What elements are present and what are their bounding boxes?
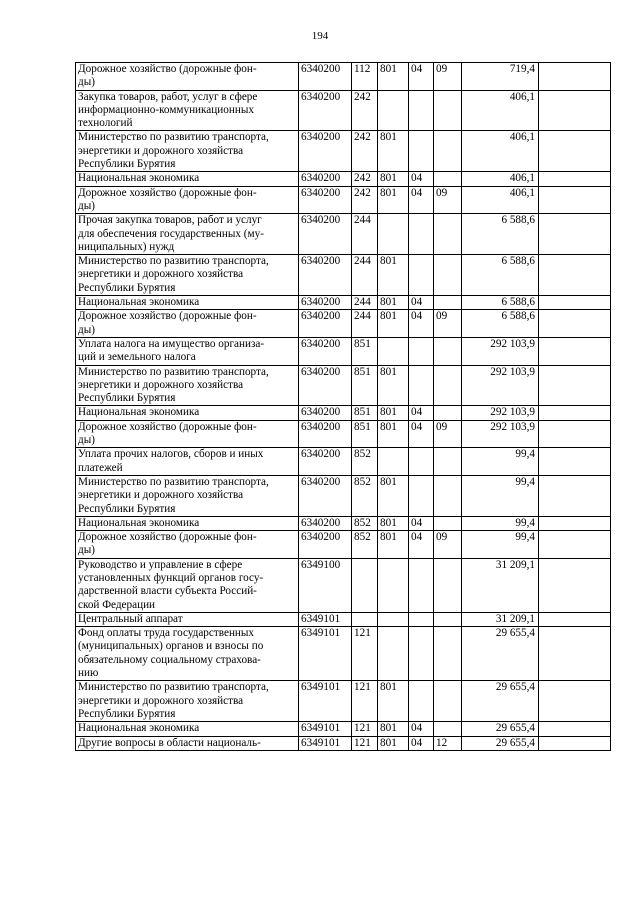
row-empty-cell xyxy=(539,516,611,530)
row-empty-cell xyxy=(539,310,611,338)
row-subsection xyxy=(434,448,462,476)
row-expense-type: 244 xyxy=(352,255,378,296)
row-section xyxy=(409,448,434,476)
row-subsection xyxy=(434,214,462,255)
row-amount: 99,4 xyxy=(462,475,539,516)
row-expense-type: 244 xyxy=(352,310,378,338)
row-name: Министерство по развитию транспорта, энергетики и дорожного хозяйства Республики Бурятия xyxy=(76,365,299,406)
row-empty-cell xyxy=(539,296,611,310)
row-expense-type: 852 xyxy=(352,531,378,559)
row-name: Уплата прочих налогов, сборов и иных платежей xyxy=(76,448,299,476)
table-row xyxy=(76,627,611,681)
table-row xyxy=(76,448,611,476)
row-empty-cell xyxy=(539,406,611,420)
row-amount: 6 588,6 xyxy=(462,214,539,255)
row-name: Национальная экономика xyxy=(76,722,299,736)
row-subsection: 09 xyxy=(434,310,462,338)
row-subsection xyxy=(434,172,462,186)
row-ministry-code xyxy=(378,612,409,626)
row-expense-type: 242 xyxy=(352,90,378,131)
row-amount: 292 103,9 xyxy=(462,337,539,365)
table-row xyxy=(76,214,611,255)
row-section xyxy=(409,558,434,612)
row-expense-type: 852 xyxy=(352,448,378,476)
row-ministry-code xyxy=(378,627,409,681)
row-subsection xyxy=(434,406,462,420)
row-target-code: 6340200 xyxy=(299,406,352,420)
row-empty-cell xyxy=(539,420,611,448)
table-row xyxy=(76,681,611,722)
row-subsection: 09 xyxy=(434,186,462,214)
row-name: Дорожное хозяйство (дорожные фон- ды) xyxy=(76,63,299,91)
row-expense-type: 121 xyxy=(352,722,378,736)
row-section xyxy=(409,255,434,296)
row-empty-cell xyxy=(539,627,611,681)
table-row xyxy=(76,531,611,559)
row-expense-type: 242 xyxy=(352,131,378,172)
table-row xyxy=(76,420,611,448)
row-empty-cell xyxy=(539,186,611,214)
row-name: Дорожное хозяйство (дорожные фон- ды) xyxy=(76,420,299,448)
row-name: Фонд оплаты труда государственных (муниципальных) органов и взносы по обязательному социальному страхова- нию xyxy=(76,627,299,681)
row-ministry-code: 801 xyxy=(378,531,409,559)
row-target-code: 6340200 xyxy=(299,131,352,172)
row-subsection xyxy=(434,255,462,296)
row-name: Национальная экономика xyxy=(76,172,299,186)
row-empty-cell xyxy=(539,681,611,722)
table-row xyxy=(76,255,611,296)
row-amount: 99,4 xyxy=(462,516,539,530)
row-amount: 31 209,1 xyxy=(462,612,539,626)
row-subsection xyxy=(434,627,462,681)
table-row xyxy=(76,63,611,91)
row-ministry-code: 801 xyxy=(378,736,409,750)
row-name: Национальная экономика xyxy=(76,406,299,420)
row-name: Министерство по развитию транспорта, энергетики и дорожного хозяйства Республики Бурятия xyxy=(76,681,299,722)
table-row xyxy=(76,558,611,612)
row-subsection xyxy=(434,337,462,365)
row-target-code: 6349100 xyxy=(299,558,352,612)
row-subsection xyxy=(434,558,462,612)
row-ministry-code: 801 xyxy=(378,296,409,310)
row-target-code: 6340200 xyxy=(299,310,352,338)
row-ministry-code: 801 xyxy=(378,516,409,530)
row-expense-type: 121 xyxy=(352,627,378,681)
row-target-code: 6349101 xyxy=(299,722,352,736)
row-empty-cell xyxy=(539,172,611,186)
row-section: 04 xyxy=(409,63,434,91)
row-ministry-code: 801 xyxy=(378,172,409,186)
table-row xyxy=(76,90,611,131)
row-amount: 406,1 xyxy=(462,131,539,172)
table-row xyxy=(76,131,611,172)
row-section xyxy=(409,214,434,255)
row-target-code: 6340200 xyxy=(299,516,352,530)
table-row xyxy=(76,516,611,530)
row-amount: 99,4 xyxy=(462,448,539,476)
row-empty-cell xyxy=(539,365,611,406)
row-expense-type: 852 xyxy=(352,475,378,516)
table-row xyxy=(76,172,611,186)
row-amount: 292 103,9 xyxy=(462,406,539,420)
row-amount: 31 209,1 xyxy=(462,558,539,612)
row-empty-cell xyxy=(539,63,611,91)
row-target-code: 6340200 xyxy=(299,337,352,365)
row-ministry-code xyxy=(378,337,409,365)
row-section: 04 xyxy=(409,531,434,559)
table-row xyxy=(76,337,611,365)
row-target-code: 6340200 xyxy=(299,448,352,476)
row-section xyxy=(409,90,434,131)
row-ministry-code: 801 xyxy=(378,310,409,338)
row-section: 04 xyxy=(409,186,434,214)
row-expense-type: 121 xyxy=(352,736,378,750)
row-subsection xyxy=(434,90,462,131)
row-name: Другие вопросы в области националь- xyxy=(76,736,299,750)
row-amount: 406,1 xyxy=(462,172,539,186)
row-amount: 406,1 xyxy=(462,186,539,214)
row-name: Прочая закупка товаров, работ и услуг для обеспечения государственных (му- ниципальных) нужд xyxy=(76,214,299,255)
row-empty-cell xyxy=(539,475,611,516)
row-name: Дорожное хозяйство (дорожные фон- ды) xyxy=(76,310,299,338)
row-amount: 406,1 xyxy=(462,90,539,131)
row-expense-type: 851 xyxy=(352,406,378,420)
row-subsection xyxy=(434,475,462,516)
row-name: Закупка товаров, работ, услуг в сфере информационно-коммуникационных технологий xyxy=(76,90,299,131)
table-row xyxy=(76,406,611,420)
row-target-code: 6340200 xyxy=(299,255,352,296)
row-target-code: 6349101 xyxy=(299,681,352,722)
row-empty-cell xyxy=(539,736,611,750)
row-expense-type: 242 xyxy=(352,172,378,186)
row-subsection xyxy=(434,365,462,406)
row-section: 04 xyxy=(409,310,434,338)
table-row xyxy=(76,296,611,310)
row-ministry-code: 801 xyxy=(378,131,409,172)
row-target-code: 6340200 xyxy=(299,475,352,516)
row-empty-cell xyxy=(539,448,611,476)
row-expense-type: 852 xyxy=(352,516,378,530)
row-subsection xyxy=(434,722,462,736)
row-empty-cell xyxy=(539,90,611,131)
row-section: 04 xyxy=(409,296,434,310)
row-empty-cell xyxy=(539,255,611,296)
row-amount: 99,4 xyxy=(462,531,539,559)
row-subsection xyxy=(434,612,462,626)
row-expense-type xyxy=(352,612,378,626)
row-amount: 29 655,4 xyxy=(462,627,539,681)
row-empty-cell xyxy=(539,558,611,612)
row-ministry-code: 801 xyxy=(378,475,409,516)
row-amount: 6 588,6 xyxy=(462,310,539,338)
row-target-code: 6340200 xyxy=(299,296,352,310)
row-ministry-code xyxy=(378,90,409,131)
row-expense-type: 242 xyxy=(352,186,378,214)
row-section xyxy=(409,365,434,406)
row-subsection: 09 xyxy=(434,531,462,559)
row-subsection: 09 xyxy=(434,63,462,91)
row-ministry-code: 801 xyxy=(378,420,409,448)
row-empty-cell xyxy=(539,612,611,626)
row-expense-type: 851 xyxy=(352,420,378,448)
row-empty-cell xyxy=(539,722,611,736)
row-expense-type: 112 xyxy=(352,63,378,91)
row-section xyxy=(409,612,434,626)
row-name: Дорожное хозяйство (дорожные фон- ды) xyxy=(76,186,299,214)
row-expense-type: 121 xyxy=(352,681,378,722)
row-expense-type xyxy=(352,558,378,612)
row-section: 04 xyxy=(409,420,434,448)
row-amount: 719,4 xyxy=(462,63,539,91)
row-name: Национальная экономика xyxy=(76,296,299,310)
row-empty-cell xyxy=(539,337,611,365)
row-empty-cell xyxy=(539,214,611,255)
row-ministry-code: 801 xyxy=(378,365,409,406)
row-target-code: 6349101 xyxy=(299,736,352,750)
row-name: Министерство по развитию транспорта, энергетики и дорожного хозяйства Республики Бурятия xyxy=(76,131,299,172)
row-expense-type: 851 xyxy=(352,337,378,365)
row-ministry-code xyxy=(378,214,409,255)
row-name: Министерство по развитию транспорта, энергетики и дорожного хозяйства Республики Бурятия xyxy=(76,255,299,296)
row-target-code: 6349101 xyxy=(299,627,352,681)
row-subsection xyxy=(434,131,462,172)
row-subsection xyxy=(434,516,462,530)
row-name: Национальная экономика xyxy=(76,516,299,530)
row-target-code: 6340200 xyxy=(299,531,352,559)
row-ministry-code: 801 xyxy=(378,406,409,420)
row-subsection xyxy=(434,296,462,310)
table-row xyxy=(76,475,611,516)
row-subsection: 12 xyxy=(434,736,462,750)
table-row xyxy=(76,365,611,406)
row-amount: 6 588,6 xyxy=(462,296,539,310)
row-expense-type: 244 xyxy=(352,214,378,255)
row-ministry-code: 801 xyxy=(378,186,409,214)
row-name: Уплата налога на имущество организа- ций и земельного налога xyxy=(76,337,299,365)
row-name: Министерство по развитию транспорта, энергетики и дорожного хозяйства Республики Бурятия xyxy=(76,475,299,516)
row-expense-type: 244 xyxy=(352,296,378,310)
row-section: 04 xyxy=(409,736,434,750)
row-ministry-code: 801 xyxy=(378,681,409,722)
budget-table xyxy=(75,62,611,751)
row-target-code: 6340200 xyxy=(299,186,352,214)
row-amount: 29 655,4 xyxy=(462,722,539,736)
row-ministry-code: 801 xyxy=(378,63,409,91)
row-amount: 292 103,9 xyxy=(462,365,539,406)
table-row xyxy=(76,736,611,750)
row-target-code: 6340200 xyxy=(299,214,352,255)
row-section xyxy=(409,627,434,681)
row-section: 04 xyxy=(409,406,434,420)
row-target-code: 6340200 xyxy=(299,63,352,91)
row-section xyxy=(409,681,434,722)
row-target-code: 6340200 xyxy=(299,90,352,131)
page-number: 194 xyxy=(311,30,329,42)
row-subsection xyxy=(434,681,462,722)
row-target-code: 6340200 xyxy=(299,365,352,406)
row-empty-cell xyxy=(539,131,611,172)
row-expense-type: 851 xyxy=(352,365,378,406)
row-section: 04 xyxy=(409,516,434,530)
row-name: Центральный аппарат xyxy=(76,612,299,626)
row-amount: 292 103,9 xyxy=(462,420,539,448)
table-row xyxy=(76,186,611,214)
row-section xyxy=(409,337,434,365)
row-target-code: 6340200 xyxy=(299,420,352,448)
row-subsection: 09 xyxy=(434,420,462,448)
table-row xyxy=(76,310,611,338)
row-section: 04 xyxy=(409,722,434,736)
row-name: Руководство и управление в сфере установленных функций органов госу- дарственной власти субъекта Россий- ской Федерации xyxy=(76,558,299,612)
row-empty-cell xyxy=(539,531,611,559)
row-target-code: 6349101 xyxy=(299,612,352,626)
row-section xyxy=(409,475,434,516)
row-ministry-code: 801 xyxy=(378,722,409,736)
row-amount: 6 588,6 xyxy=(462,255,539,296)
row-section: 04 xyxy=(409,172,434,186)
row-name: Дорожное хозяйство (дорожные фон- ды) xyxy=(76,531,299,559)
table-row xyxy=(76,722,611,736)
row-ministry-code xyxy=(378,448,409,476)
row-amount: 29 655,4 xyxy=(462,736,539,750)
row-amount: 29 655,4 xyxy=(462,681,539,722)
row-ministry-code xyxy=(378,558,409,612)
row-section xyxy=(409,131,434,172)
row-ministry-code: 801 xyxy=(378,255,409,296)
row-target-code: 6340200 xyxy=(299,172,352,186)
table-row xyxy=(76,612,611,626)
